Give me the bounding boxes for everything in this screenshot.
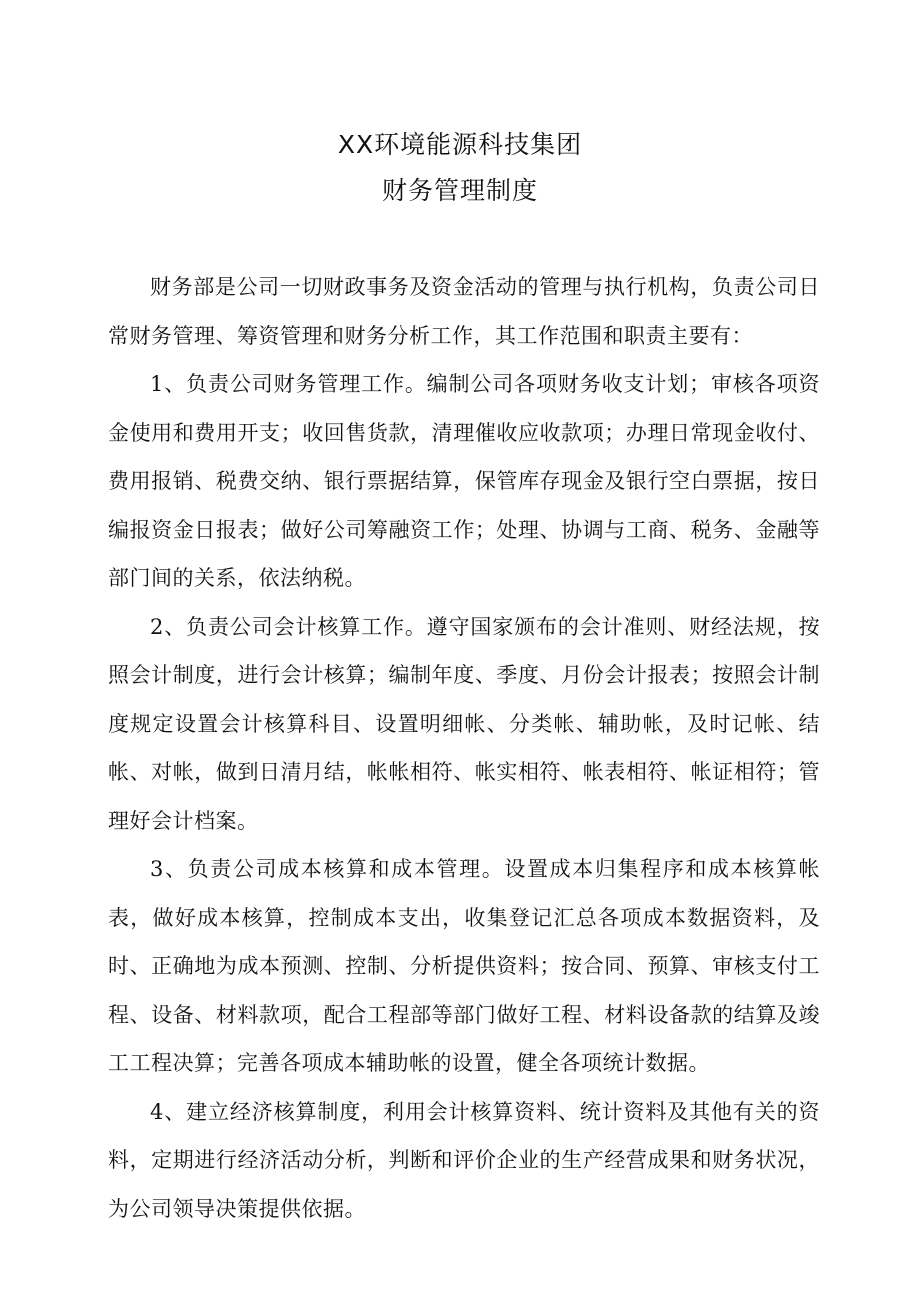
document-subtitle: 财务管理制度 [381,176,538,205]
duty-paragraph-2: 2、负责公司会计核算工作。遵守国家颁布的会计准则、财经法规，按照会计制度，进行会计核算；编制年度、季度、月份会计报表；按照会计制度规定设置会计核算科目、设置明细帐、分类帐、辅助帐，及时记帐、结帐、对帐，做到日清月结，帐帐相符、帐实相符、帐表相符、帐证相符；管理好会计档案。 [108,614,820,833]
duty-paragraph-4: 4、建立经济核算制度，利用会计核算资料、统计资料及其他有关的资料，定期进行经济活动分析，判断和评价企业的生产经营成果和财务状况，为公司领导决策提供依据。 [108,1099,820,1221]
title-block [0,122,920,214]
duty-paragraph-1: 1、负责公司财务管理工作。编制公司各项财务收支计划；审核各项资金使用和费用开支；收回售货款，清理催收应收款项；办理日常现金收付、费用报销、税费交纳、银行票据结算，保管库存现金及银行空白票据，按日编报资金日报表；做好公司筹融资工作；处理、协调与工商、税务、金融等部门间的关系，依法纳税。 [108,372,820,590]
document-body [108,263,820,1233]
intro-paragraph: 财务部是公司一切财政事务及资金活动的管理与执行机构，负责公司日常财务管理、筹资管理和财务分析工作，其工作范围和职责主要有： [108,275,820,348]
duty-paragraph-3: 3、负责公司成本核算和成本管理。设置成本归集程序和成本核算帐表，做好成本核算，控制成本支出，收集登记汇总各项成本数据资料，及时、正确地为成本预测、控制、分析提供资料；按合同、预算、审核支付工程、设备、材料款项，配合工程部等部门做好工程、材料设备款的结算及竣工工程决算；完善各项成本辅助帐的设置，健全各项统计数据。 [108,857,820,1075]
document-title: XX环境能源科技集团 [337,130,583,159]
